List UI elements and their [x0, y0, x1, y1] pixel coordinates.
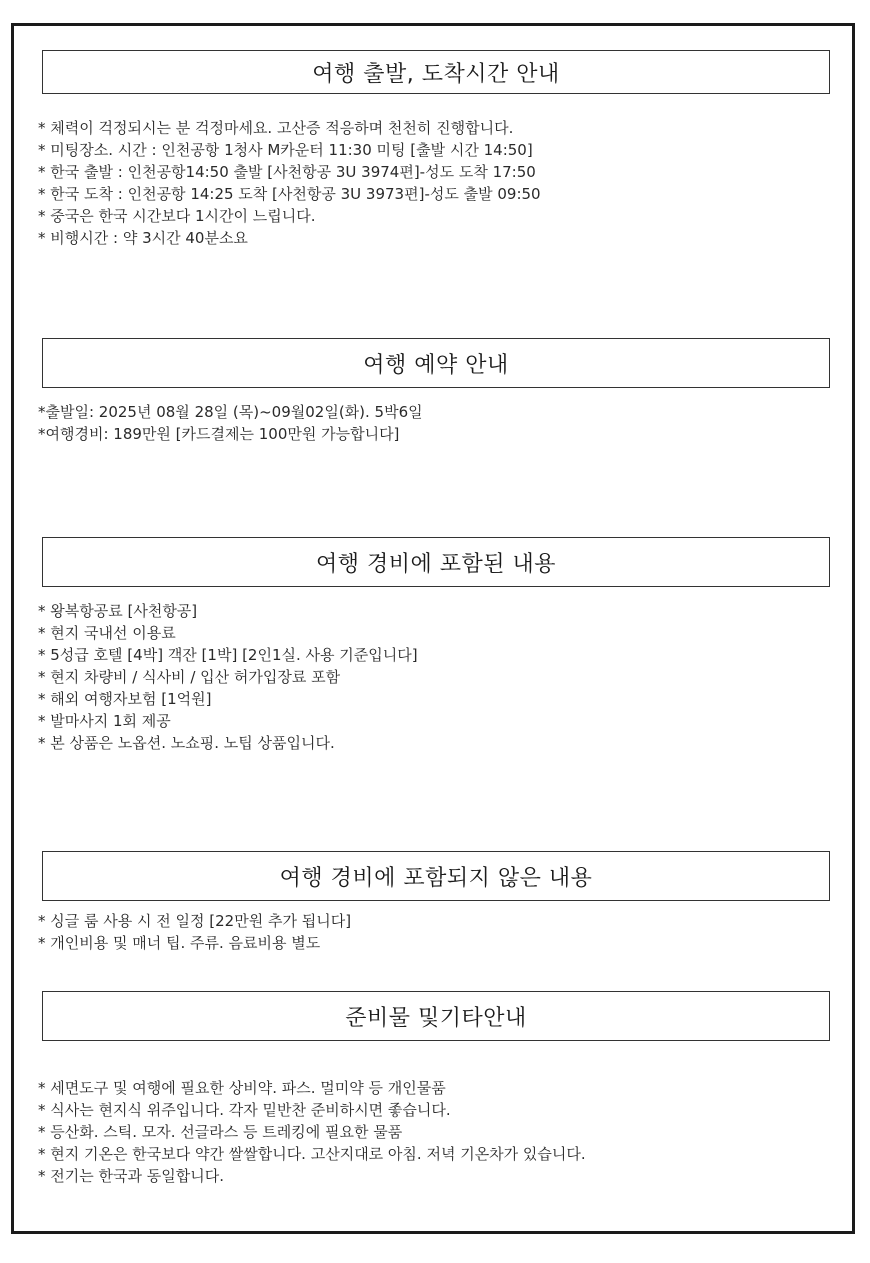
info-line: * 전기는 한국과 동일합니다.	[38, 1167, 224, 1185]
info-line: * 등산화. 스틱. 모자. 선글라스 등 트레킹에 필요한 물품	[38, 1123, 403, 1141]
section-body-excluded	[38, 910, 838, 954]
info-line: * 왕복항공료 [사천항공]	[38, 602, 198, 620]
info-line: * 해외 여행자보험 [1억원]	[38, 690, 212, 708]
info-line: * 세면도구 및 여행에 필요한 상비약. 파스. 멀미약 등 개인물품	[38, 1079, 446, 1097]
info-line: * 식사는 현지식 위주입니다. 각자 밑반찬 준비하시면 좋습니다.	[38, 1101, 451, 1119]
info-line: * 현지 차량비 / 식사비 / 입산 허가입장료 포함	[38, 668, 341, 686]
section-title-reservation: 여행 예약 안내	[42, 338, 830, 388]
info-line: * 비행시간 : 약 3시간 40분소요	[38, 229, 248, 247]
info-line: * 미팅장소. 시간 : 인천공항 1청사 M카운터 11:30 미팅 [출발 시간 14:50]	[38, 141, 533, 159]
section-title-departure-arrival: 여행 출발, 도착시간 안내	[42, 50, 830, 94]
info-line: * 본 상품은 노옵션. 노쇼핑. 노팁 상품입니다.	[38, 734, 335, 752]
section-title-preparation: 준비물 및기타안내	[42, 991, 830, 1041]
section-body-reservation	[38, 401, 838, 445]
section-body-included	[38, 600, 838, 754]
section-body-preparation	[38, 1077, 838, 1187]
info-line: * 발마사지 1회 제공	[38, 712, 171, 730]
info-line: * 중국은 한국 시간보다 1시간이 느립니다.	[38, 207, 316, 225]
section-title-included: 여행 경비에 포함된 내용	[42, 537, 830, 587]
section-body-departure-arrival	[38, 117, 838, 249]
info-line: * 체력이 걱정되시는 분 걱정마세요. 고산증 적응하며 천천히 진행합니다.	[38, 119, 514, 137]
info-line: *출발일: 2025년 08월 28일 (목)~09월02일(화). 5박6일	[38, 403, 423, 421]
info-line: * 5성급 호텔 [4박] 객잔 [1박] [2인1실. 사용 기준입니다]	[38, 646, 418, 664]
info-line: * 개인비용 및 매너 팁. 주류. 음료비용 별도	[38, 934, 321, 952]
info-line: * 싱글 룸 사용 시 전 일정 [22만원 추가 됩니다]	[38, 912, 352, 930]
info-line: * 한국 출발 : 인천공항14:50 출발 [사천항공 3U 3974편]-성도 도착 17:50	[38, 163, 536, 181]
info-line: *여행경비: 189만원 [카드결제는 100만원 가능합니다]	[38, 425, 400, 443]
info-line: * 현지 국내선 이용료	[38, 624, 176, 642]
info-line: * 현지 기온은 한국보다 약간 쌀쌀합니다. 고산지대로 아침. 저녁 기온차가 있습니다.	[38, 1145, 586, 1163]
info-line: * 한국 도착 : 인천공항 14:25 도착 [사천항공 3U 3973편]-성도 출발 09:50	[38, 185, 541, 203]
section-title-excluded: 여행 경비에 포함되지 않은 내용	[42, 851, 830, 901]
